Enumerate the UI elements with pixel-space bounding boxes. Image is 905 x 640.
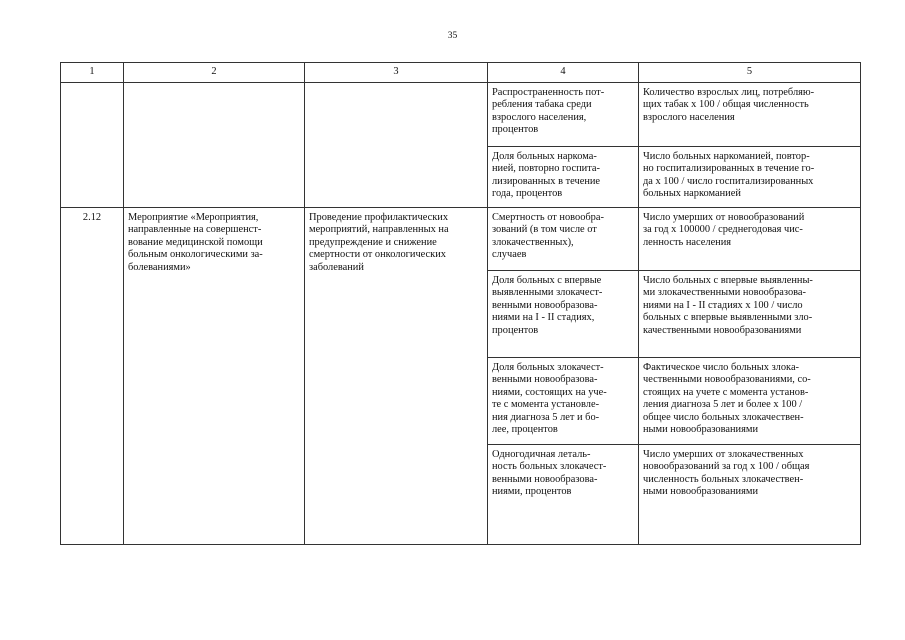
page-number: 35: [447, 31, 458, 41]
column-number-4: 4: [488, 63, 639, 83]
column-number-2: 2: [124, 63, 305, 83]
indicator-cell: Доля больных с впервые выявленными злокачест- венными новообразова- ниями на I - II стадиях, процентов: [488, 271, 639, 358]
indicator-cell: Смертность от новообра- зований (в том числе от злокачественных), случаев: [488, 208, 639, 271]
indicators-table: [60, 62, 861, 545]
item-number-cell: 2.12: [61, 208, 124, 545]
table-row: [61, 208, 861, 271]
column-number-5: 5: [639, 63, 861, 83]
formula-cell: Количество взрослых лиц, потребляю- щих табак х 100 / общая численность взрослого населения: [639, 83, 861, 147]
formula-cell: Фактическое число больных злока- чественными новообразованиями, со- стоящих на учете с момента установ- ления диагноза 5 лет и более х 100 / общее число больных злокачествен- ными новообразованиями: [639, 358, 861, 445]
column-number-3: 3: [305, 63, 488, 83]
formula-cell: Число больных с впервые выявленны- ми злокачественными новообразова- ниями на I - II стадиях х 100 / число больных с впервые выявленными зло- качественными новообразованиями: [639, 271, 861, 358]
empty-purpose-cell: [305, 83, 488, 208]
indicator-cell: Доля больных наркома- нией, повторно госпита- лизированных в течение года, процентов: [488, 147, 639, 208]
table-header-row: [61, 63, 861, 83]
indicator-cell: Доля больных злокачест- венными новообразова- ниями, состоящих на уче- те с момента установле- ния диагноза 5 лет и бо- лее, процентов: [488, 358, 639, 445]
table-row: [61, 83, 861, 147]
indicator-cell: Распространенность пот- ребления табака среди взрослого населения, процентов: [488, 83, 639, 147]
column-number-1: 1: [61, 63, 124, 83]
event-cell: Мероприятие «Мероприятия, направленные на совершенст- вование медицинской помощи больным онкологическими за- болеваниями»: [124, 208, 305, 545]
purpose-cell: Проведение профилактических мероприятий, направленных на предупреждение и снижение смертности от онкологических заболеваний: [305, 208, 488, 545]
indicator-cell: Одногодичная леталь- ность больных злокачест- венными новообразова- ниями, процентов: [488, 445, 639, 545]
empty-event-cell: [124, 83, 305, 208]
formula-cell: Число умерших от новообразований за год х 100000 / среднегодовая чис- ленность населения: [639, 208, 861, 271]
formula-cell: Число умерших от злокачественных новообразований за год х 100 / общая численность больных злокачествен- ными новообразованиями: [639, 445, 861, 545]
empty-number-cell: [61, 83, 124, 208]
formula-cell: Число больных наркоманией, повтор- но госпитализированных в течение го- да х 100 / число госпитализированных больных наркоманией: [639, 147, 861, 208]
